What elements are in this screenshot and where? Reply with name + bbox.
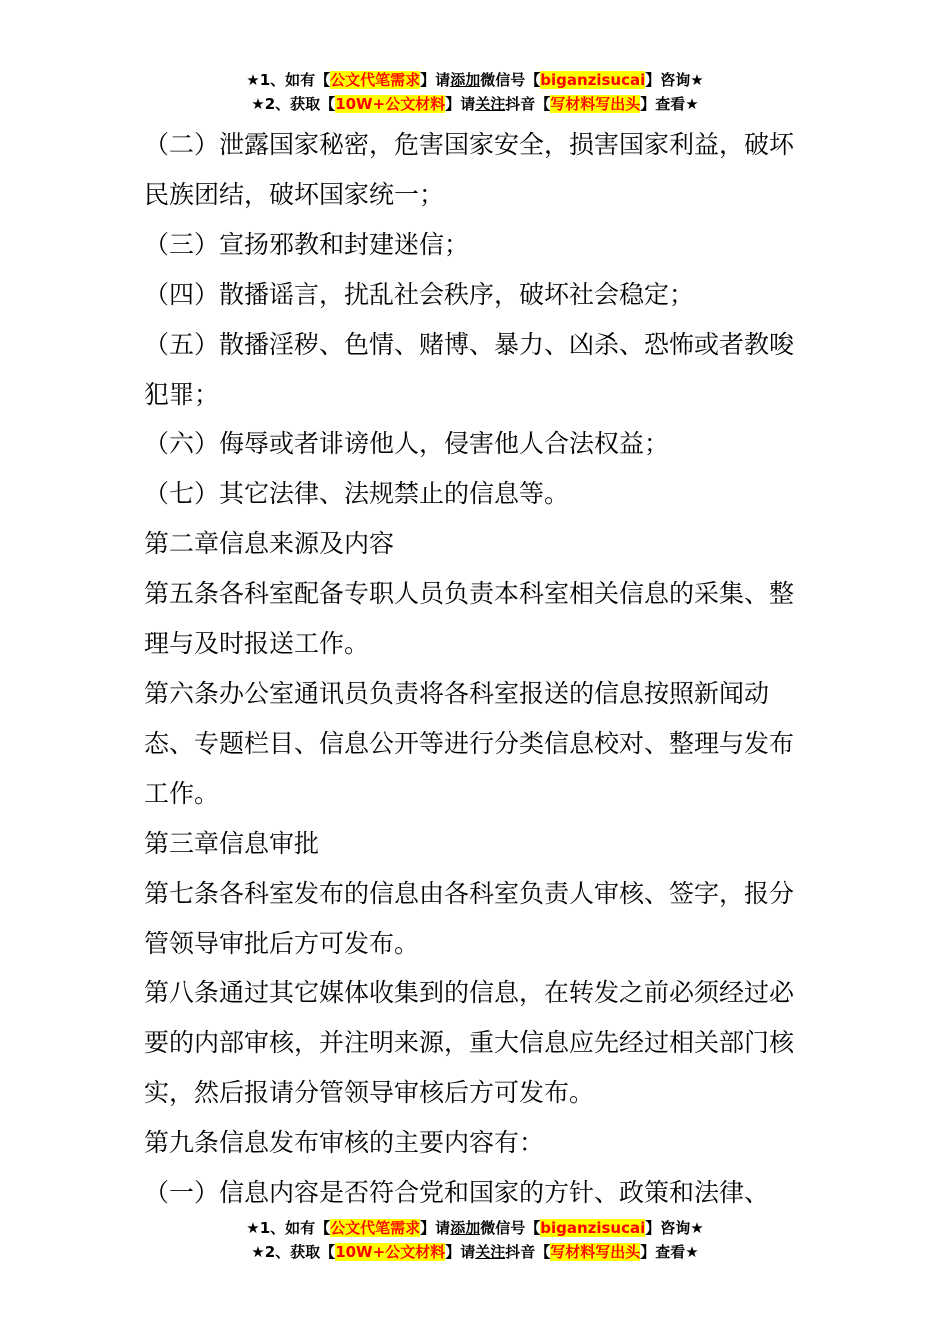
paragraph: （二）泄露国家秘密，危害国家安全，损害国家利益，破坏民族团结，破坏国家统一； [144,130,795,209]
banner-highlight: 写材料写出头 [550,1243,641,1261]
banner-line-1 [0,1216,950,1240]
banner-text: ★1、如有【 [246,71,331,89]
paragraph: （五）散播淫秽、色情、赌博、暴力、凶杀、恐怖或者教唆犯罪； [144,329,795,409]
paragraph: （六）侮辱或者诽谤他人，侵害他人合法权益； [144,429,670,459]
banner-line-2 [0,1240,950,1264]
footer-banner [0,1216,950,1264]
paragraph: （三）宣扬邪教和封建迷信； [144,229,470,259]
chapter-heading: 第二章信息来源及内容 [144,529,395,559]
banner-text: ★2、获取【 [251,1243,336,1261]
banner-highlight: 10W+公文材料 [335,95,446,113]
banner-underlined-text: 添加 [450,1219,481,1237]
paragraph: 第八条通过其它媒体收集到的信息，在转发之前必须经过必要的内部审核，并注明来源，重大信息应先经过相关部门核实，然后报请分管领导审核后方可发布。 [144,978,795,1108]
paragraph: 第七条各科室发布的信息由各科室负责人审核、签字，报分管领导审批后方可发布。 [144,878,795,958]
paragraph: （七）其它法律、法规禁止的信息等。 [144,479,570,509]
banner-text: 抖音【 [505,95,551,113]
paragraph: （四）散播谣言，扰乱社会秩序，破坏社会稳定； [144,279,695,309]
banner-text: 】请 [420,1219,451,1237]
banner-highlight: 10W+公文材料 [335,1243,446,1261]
banner-text: 】咨询★ [645,71,704,89]
banner-highlight: biganzisucai [540,1219,646,1237]
banner-highlight: 写材料写出头 [550,95,641,113]
header-banner [0,68,950,116]
banner-highlight: 公文代笔需求 [330,71,421,89]
chapter-heading: 第三章信息审批 [144,828,320,858]
banner-underlined-text: 关注 [475,1243,506,1261]
banner-line-2 [0,92,950,116]
banner-text: 】请 [420,71,451,89]
banner-highlight: biganzisucai [540,71,646,89]
banner-text: ★2、获取【 [251,95,336,113]
banner-highlight: 公文代笔需求 [330,1219,421,1237]
banner-underlined-text: 添加 [450,71,481,89]
paragraph: 第九条信息发布审核的主要内容有： [144,1128,545,1158]
banner-text: 】查看★ [640,95,699,113]
banner-line-1 [0,68,950,92]
banner-text: 】请 [445,95,476,113]
banner-text: 微信号【 [480,1219,541,1237]
paragraph: 第六条办公室通讯员负责将各科室报送的信息按照新闻动态、专题栏目、信息公开等进行分类信息校对、整理与发布工作。 [144,678,795,808]
banner-text: 】请 [445,1243,476,1261]
banner-text: 】咨询★ [645,1219,704,1237]
paragraph: 第五条各科室配备专职人员负责本科室相关信息的采集、整理与及时报送工作。 [144,579,795,659]
banner-underlined-text: 关注 [475,95,506,113]
banner-text: 】查看★ [640,1243,699,1261]
document-body [144,120,816,1218]
banner-text: 微信号【 [480,71,541,89]
banner-text: 抖音【 [505,1243,551,1261]
paragraph: （一）信息内容是否符合党和国家的方针、政策和法律、 [144,1178,770,1208]
banner-text: ★1、如有【 [246,1219,331,1237]
